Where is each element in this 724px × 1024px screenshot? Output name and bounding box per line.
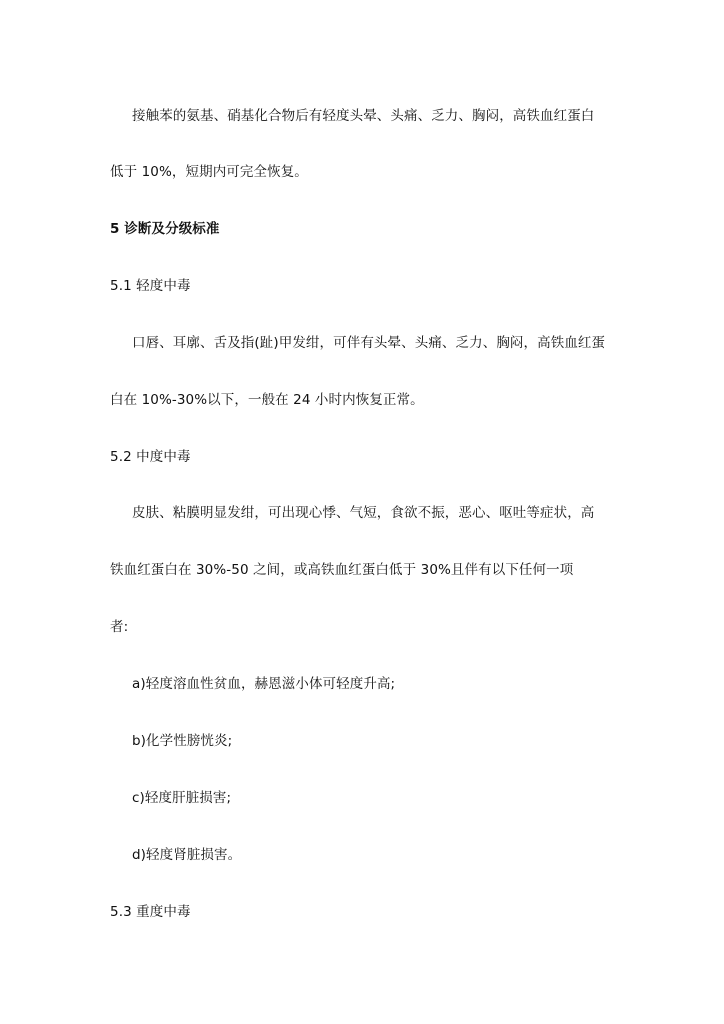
list-item-d: d)轻度肾脏损害。: [132, 847, 242, 863]
section-5-heading: 5 诊断及分级标准: [110, 221, 220, 237]
section-5-1-heading: 5.1 轻度中毒: [110, 278, 191, 294]
intro-paragraph-line-2: 低于 10%，短期内可完全恢复。: [110, 164, 308, 180]
list-item-b: b)化学性膀恍炎;: [132, 733, 233, 749]
section-5-3-heading: 5.3 重度中毒: [110, 904, 191, 920]
section-5-2-paragraph-line-1: 皮肤、粘膜明显发绀，可出现心悸、气短，食欲不振，恶心、呕吐等症状，高: [132, 505, 595, 521]
section-5-2-heading: 5.2 中度中毒: [110, 449, 191, 465]
list-item-a: a)轻度溶血性贫血，赫恩滋小体可轻度升高;: [132, 676, 396, 692]
section-5-1-paragraph-line-1: 口唇、耳廓、舌及指(趾)甲发绀，可伴有头晕、头痛、乏力、胸闷，高铁血红蛋: [132, 335, 606, 351]
section-5-1-paragraph-line-2: 白在 10%-30%以下，一般在 24 小时内恢复正常。: [110, 392, 424, 408]
list-item-c: c)轻度肝脏损害;: [132, 790, 232, 806]
section-5-2-paragraph-line-3: 者:: [110, 619, 129, 635]
section-5-2-paragraph-line-2: 铁血红蛋白在 30%-50 之间，或高铁血红蛋白低于 30%且伴有以下任何一项: [110, 562, 574, 578]
intro-paragraph-line-1: 接触苯的氨基、硝基化合物后有轻度头晕、头痛、乏力、胸闷，高铁血红蛋白: [132, 108, 595, 124]
